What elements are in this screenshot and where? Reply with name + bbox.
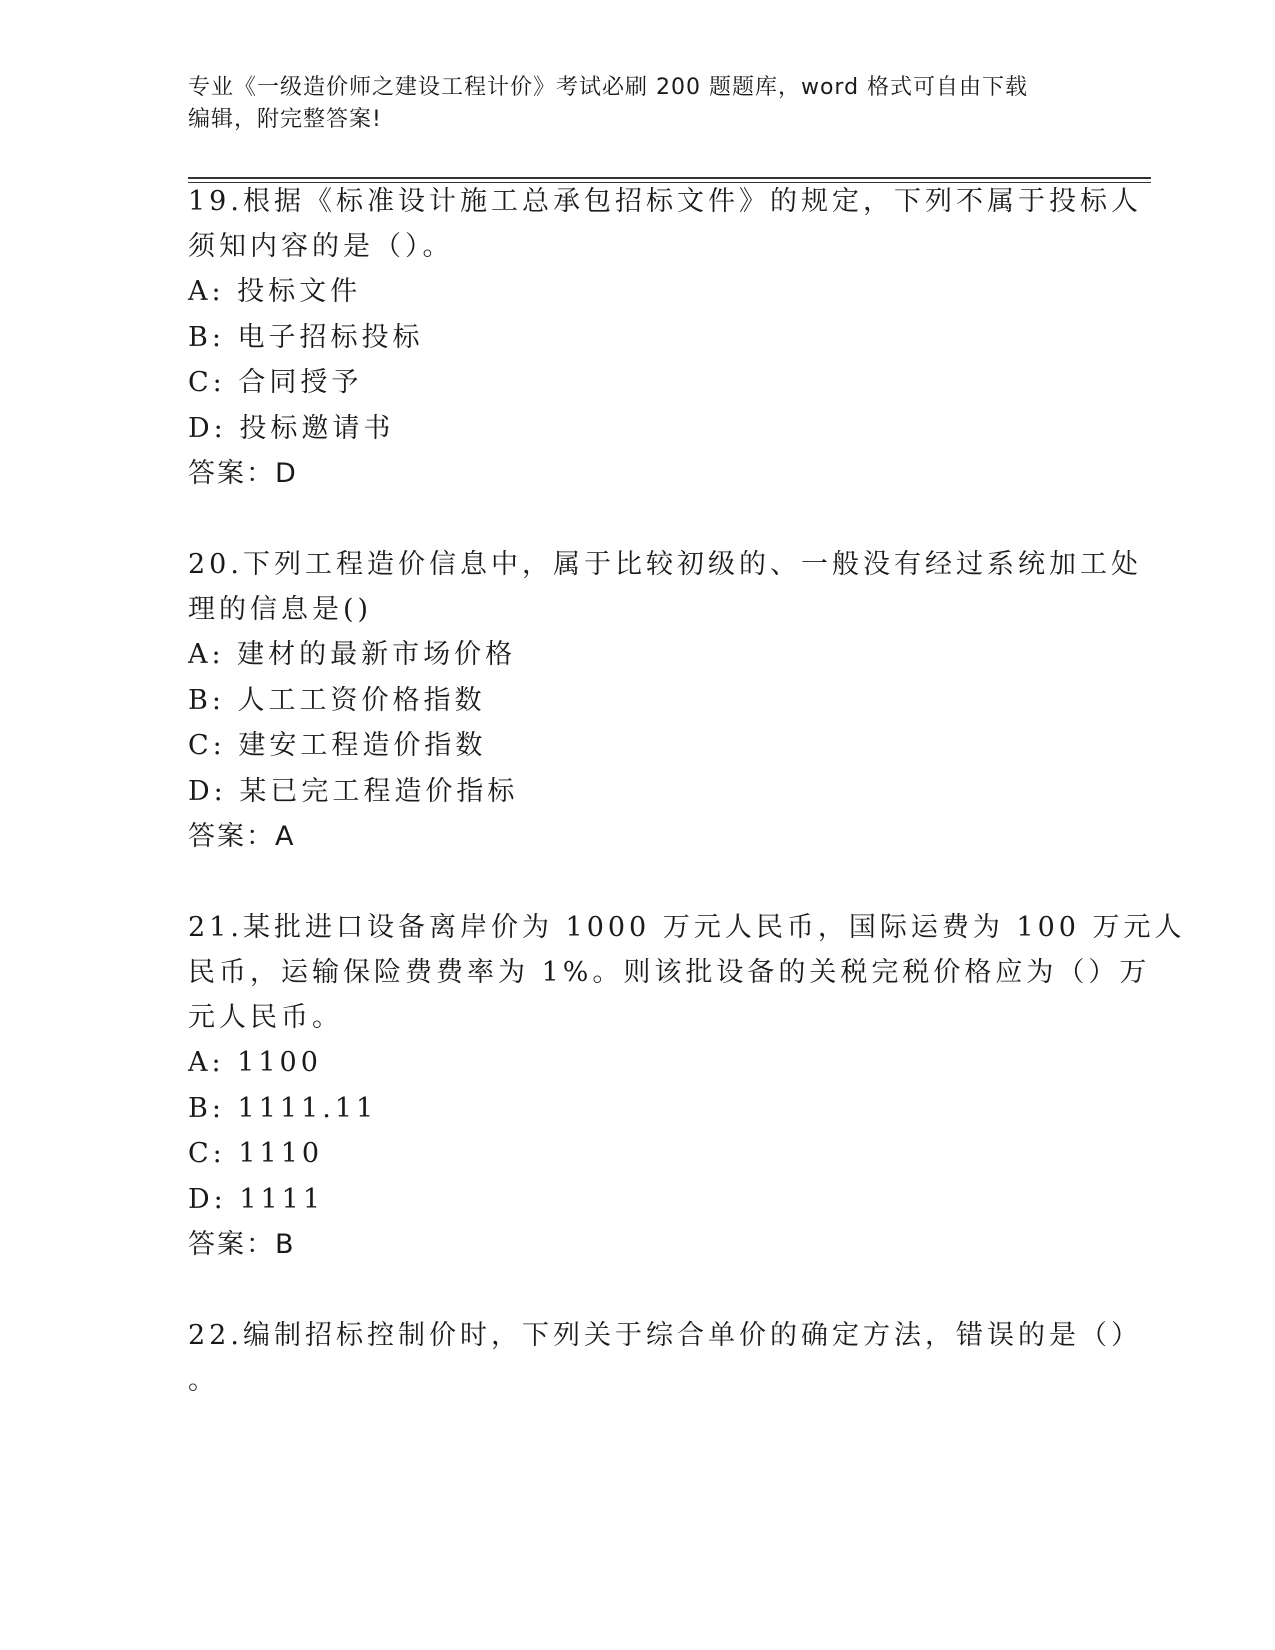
option-a: A: 建材的最新市场价格 bbox=[188, 639, 517, 670]
question-22 bbox=[188, 1313, 1142, 1403]
option-b: B: 电子招标投标 bbox=[188, 321, 424, 353]
question-stem-line: 20.下列工程造价信息中，属于比较初级的、一般没有经过系统加工处 bbox=[188, 549, 1142, 580]
option-c: C: 建安工程造价指数 bbox=[188, 730, 487, 761]
option-d: D: 某已完工程造价指标 bbox=[188, 775, 519, 807]
question-stem-line: 22.编制招标控制价时，下列关于综合单价的确定方法，错误的是（） bbox=[188, 1320, 1142, 1351]
question-20 bbox=[188, 542, 1142, 859]
option-d: D: 1111 bbox=[188, 1183, 325, 1215]
option-b: B: 1111.11 bbox=[188, 1092, 378, 1124]
option-a: A: 1100 bbox=[188, 1047, 322, 1078]
question-stem-line: 。 bbox=[188, 1365, 219, 1396]
option-b: B: 人工工资价格指数 bbox=[188, 684, 486, 716]
header-line-1: 专业《一级造价师之建设工程计价》考试必刷 200 题题库，word 格式可自由下载 bbox=[188, 75, 1029, 100]
option-d: D: 投标邀请书 bbox=[188, 412, 395, 444]
document-header bbox=[188, 72, 1088, 136]
option-c: C: 1110 bbox=[188, 1138, 324, 1169]
question-stem-line: 19.根据《标准设计施工总承包招标文件》的规定，下列不属于投标人 bbox=[188, 186, 1142, 217]
answer-line: 答案：D bbox=[188, 458, 298, 489]
question-21 bbox=[188, 905, 1186, 1267]
answer-line: 答案：A bbox=[188, 821, 296, 852]
question-stem-line: 理的信息是() bbox=[188, 594, 373, 625]
question-stem-line: 须知内容的是（）。 bbox=[188, 231, 454, 262]
question-19 bbox=[188, 179, 1142, 496]
answer-line: 答案：B bbox=[188, 1229, 296, 1260]
question-stem-line: 元人民币。 bbox=[188, 1002, 343, 1033]
header-line-2: 编辑，附完整答案! bbox=[188, 107, 382, 132]
option-c: C: 合同授予 bbox=[188, 367, 363, 398]
question-stem-line: 21.某批进口设备离岸价为 1000 万元人民币，国际运费为 100 万元人 bbox=[188, 912, 1186, 943]
option-a: A: 投标文件 bbox=[188, 276, 362, 307]
question-stem-line: 民币，运输保险费费率为 1%。则该批设备的关税完税价格应为（）万 bbox=[188, 957, 1151, 988]
